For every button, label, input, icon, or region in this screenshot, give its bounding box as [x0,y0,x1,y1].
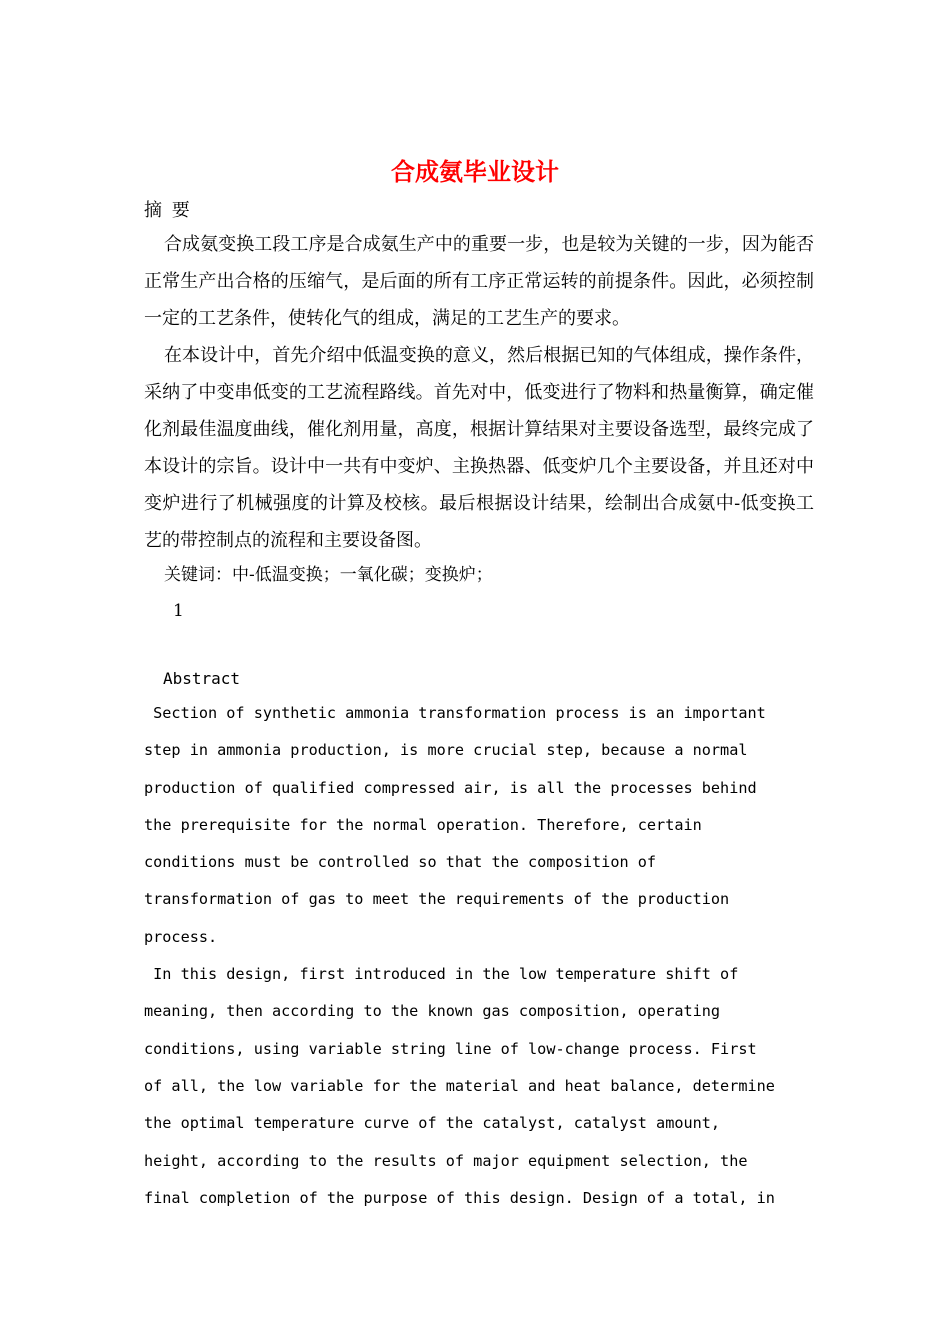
en-line: conditions must be controlled so that the composition of [144,853,657,872]
en-line: the prerequisite for the normal operation. Therefore, certain [144,815,702,834]
abstract-heading-zh: 摘 要 [144,200,192,221]
en-line: of all, the low variable for the material and heat balance, determine [144,1076,775,1095]
document-title: 合成氨毕业设计 [391,157,559,186]
en-line: conditions, using variable string line of low-change process. First [144,1039,757,1058]
keywords-zh: 关键词：中-低温变换；一氧化碳；变换炉； [164,565,493,585]
abstract-body-en [144,695,824,1217]
en-line: process. [144,927,218,946]
abstract-body-zh [144,226,814,559]
en-line: height, according to the results of major equipment selection, the [144,1151,748,1170]
en-line: final completion of the purpose of this design. Design of a total, in [144,1188,775,1207]
zh-paragraph-2: 在本设计中，首先介绍中低温变换的意义，然后根据已知的气体组成，操作条件，采纳了中变串低变的工艺流程路线。首先对中，低变进行了物料和热量衡算，确定催化剂最佳温度曲线，催化剂用量，高度，根据计算结果对主要设备选型，最终完成了本设计的宗旨。设计中一共有中变炉、主换热器、低变炉几个主要设备，并且还对中变炉进行了机械强度的计算及校核。最后根据设计结果，绘制出合成氨中-低变换工艺的带控制点的流程和主要设备图。 [144,345,814,551]
zh-paragraph-1: 合成氨变换工段工序是合成氨生产中的重要一步，也是较为关键的一步，因为能否正常生产出合格的压缩气，是后面的所有工序正常运转的前提条件。因此，必须控制一定的工艺条件，使转化气的组成，满足的工艺生产的要求。 [144,234,814,329]
page-number: 1 [173,601,184,621]
en-line: Section of synthetic ammonia transformation process is an important [144,704,766,722]
en-line: transformation of gas to meet the requirements of the production [144,890,730,909]
en-line: In this design, first introduced in the low temperature shift of [144,965,739,984]
en-line: the optimal temperature curve of the catalyst, catalyst amount, [144,1114,721,1133]
abstract-heading-en: Abstract [163,669,241,688]
en-line: step in ammonia production, is more crucial step, because a normal [144,741,748,760]
en-line: meaning, then according to the known gas composition, operating [144,1002,721,1021]
en-line: production of qualified compressed air, is all the processes behind [144,778,757,797]
